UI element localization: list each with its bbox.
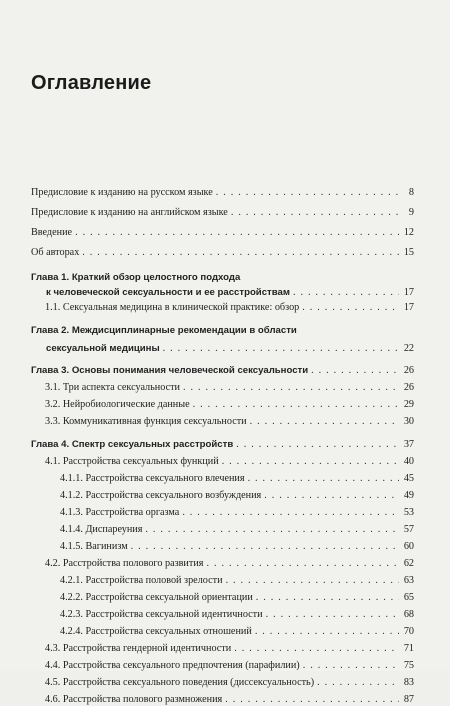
chapter-title-line1: Глава 1. Краткий обзор целостного подхода [31, 272, 241, 283]
toc-entry-label: Об авторах [31, 247, 80, 258]
toc-entry-label: 4.2.3. Расстройства сексуальной идентичности [60, 609, 263, 620]
table-of-contents [31, 186, 414, 706]
toc-entry-label: 4.1.2. Расстройства сексуального возбуждения [60, 490, 262, 501]
toc-entry[interactable] [31, 226, 414, 239]
toc-entry[interactable] [31, 642, 414, 655]
toc-entry-page: 71 [403, 643, 414, 654]
toc-entry-page: 87 [403, 694, 414, 705]
toc-entry-page: 53 [403, 507, 414, 518]
toc-entry-label: 4.2.1. Расстройства половой зрелости [60, 575, 223, 586]
toc-entry-label: 4.1.1. Расстройства сексуального влечения [60, 473, 245, 484]
toc-entry[interactable] [31, 246, 414, 259]
chapter-page: 22 [403, 343, 414, 354]
chapter-heading-cont[interactable] [31, 286, 414, 299]
toc-entry[interactable] [31, 506, 414, 519]
toc-entry-page: 83 [403, 677, 414, 688]
toc-entry-page: 26 [403, 382, 414, 393]
toc-entry-label: 4.2.4. Расстройства сексуальных отношений [60, 626, 252, 637]
chapter-2 [31, 324, 414, 355]
toc-entry[interactable] [31, 608, 414, 621]
toc-entry[interactable] [31, 591, 414, 604]
chapter-title-line1: Глава 2. Междисциплинарные рекомендации в области [31, 325, 297, 336]
chapter-4-entries [31, 455, 414, 706]
toc-entry[interactable] [31, 489, 414, 502]
toc-entry[interactable] [31, 523, 414, 536]
toc-entry[interactable] [31, 574, 414, 587]
toc-entry[interactable] [31, 676, 414, 689]
toc-entry-page: 12 [403, 227, 414, 238]
toc-entry-page: 8 [408, 187, 414, 198]
toc-entry[interactable] [31, 455, 414, 468]
toc-entry[interactable] [31, 206, 414, 219]
toc-entry-page: 29 [403, 399, 414, 410]
toc-entry[interactable] [31, 415, 414, 428]
toc-entry-label: 4.4. Расстройства сексуального предпочтения (парафилии) [45, 660, 300, 671]
toc-entry-label: Предисловие к изданию на русском языке [31, 187, 213, 198]
chapter-heading[interactable] [31, 271, 414, 284]
toc-entry-page: 49 [403, 490, 414, 501]
toc-entry[interactable] [31, 540, 414, 553]
toc-entry-page: 70 [403, 626, 414, 637]
toc-entry-label: 4.1.3. Расстройства оргазма [60, 507, 180, 518]
toc-entry-page: 57 [403, 524, 414, 535]
chapter-page: 37 [403, 439, 414, 450]
toc-entry-label: 4.1. Расстройства сексуальных функций [45, 456, 219, 467]
toc-entry-page: 17 [403, 302, 414, 313]
toc-entry-page: 45 [403, 473, 414, 484]
toc-entry-label: 3.3. Коммуникативная функция сексуальности [45, 416, 247, 427]
page-title: Оглавление [31, 72, 152, 94]
toc-entry[interactable] [31, 557, 414, 570]
toc-entry[interactable] [31, 398, 414, 411]
chapter-heading-cont[interactable] [31, 342, 414, 355]
chapter-title-line2: к человеческой сексуальности и ее расстройствам [46, 287, 290, 298]
toc-entry-page: 9 [408, 207, 414, 218]
toc-entry-page: 65 [403, 592, 414, 603]
chapter-heading[interactable] [31, 438, 414, 451]
toc-entry-page: 62 [403, 558, 414, 569]
toc-entry[interactable] [31, 301, 414, 314]
toc-entry-page: 30 [403, 416, 414, 427]
toc-entry-page: 60 [403, 541, 414, 552]
toc-entry-page: 15 [403, 247, 414, 258]
toc-entry[interactable] [31, 186, 414, 199]
chapter-title-line2: сексуальной медицины [46, 343, 160, 354]
toc-entry-label: Предисловие к изданию на английском языке [31, 207, 228, 218]
chapter-1 [31, 271, 414, 314]
chapter-title: Глава 4. Спектр сексуальных расстройств [31, 439, 234, 450]
chapter-4 [31, 438, 414, 706]
chapter-heading[interactable] [31, 364, 414, 377]
toc-entry[interactable] [31, 381, 414, 394]
chapter-heading[interactable] [31, 324, 414, 337]
chapter-3 [31, 364, 414, 428]
toc-entry-label: 4.1.5. Вагинизм [60, 541, 128, 552]
chapter-page: 26 [403, 365, 414, 376]
toc-entry-label: 4.2. Расстройства полового развития [45, 558, 204, 569]
toc-entry-label: 4.2.2. Расстройства сексуальной ориентации [60, 592, 253, 603]
toc-entry-label: 1.1. Сексуальная медицина в клинической практике: обзор [45, 302, 300, 313]
toc-entry-page: 75 [403, 660, 414, 671]
toc-entry-label: 3.1. Три аспекта сексуальности [45, 382, 181, 393]
toc-entry-label: 4.6. Расстройства полового размножения [45, 694, 223, 705]
chapter-page: 17 [403, 287, 414, 298]
chapter-title: Глава 3. Основы понимания человеческой сексуальности [31, 365, 309, 376]
toc-entry[interactable] [31, 625, 414, 638]
toc-entry-page: 68 [403, 609, 414, 620]
toc-entry-label: 4.3. Расстройства гендерной идентичности [45, 643, 232, 654]
toc-entry-label: 4.5. Расстройства сексуального поведения (диссексуальность) [45, 677, 315, 688]
toc-entry-label: 4.1.4. Диспареуния [60, 524, 143, 535]
toc-entry-page: 40 [403, 456, 414, 467]
toc-entry[interactable] [31, 472, 414, 485]
toc-entry-label: Введение [31, 227, 73, 238]
toc-entry-page: 63 [403, 575, 414, 586]
toc-entry[interactable] [31, 693, 414, 706]
toc-entry-label: 3.2. Нейробиологические данные [45, 399, 190, 410]
toc-entry[interactable] [31, 659, 414, 672]
